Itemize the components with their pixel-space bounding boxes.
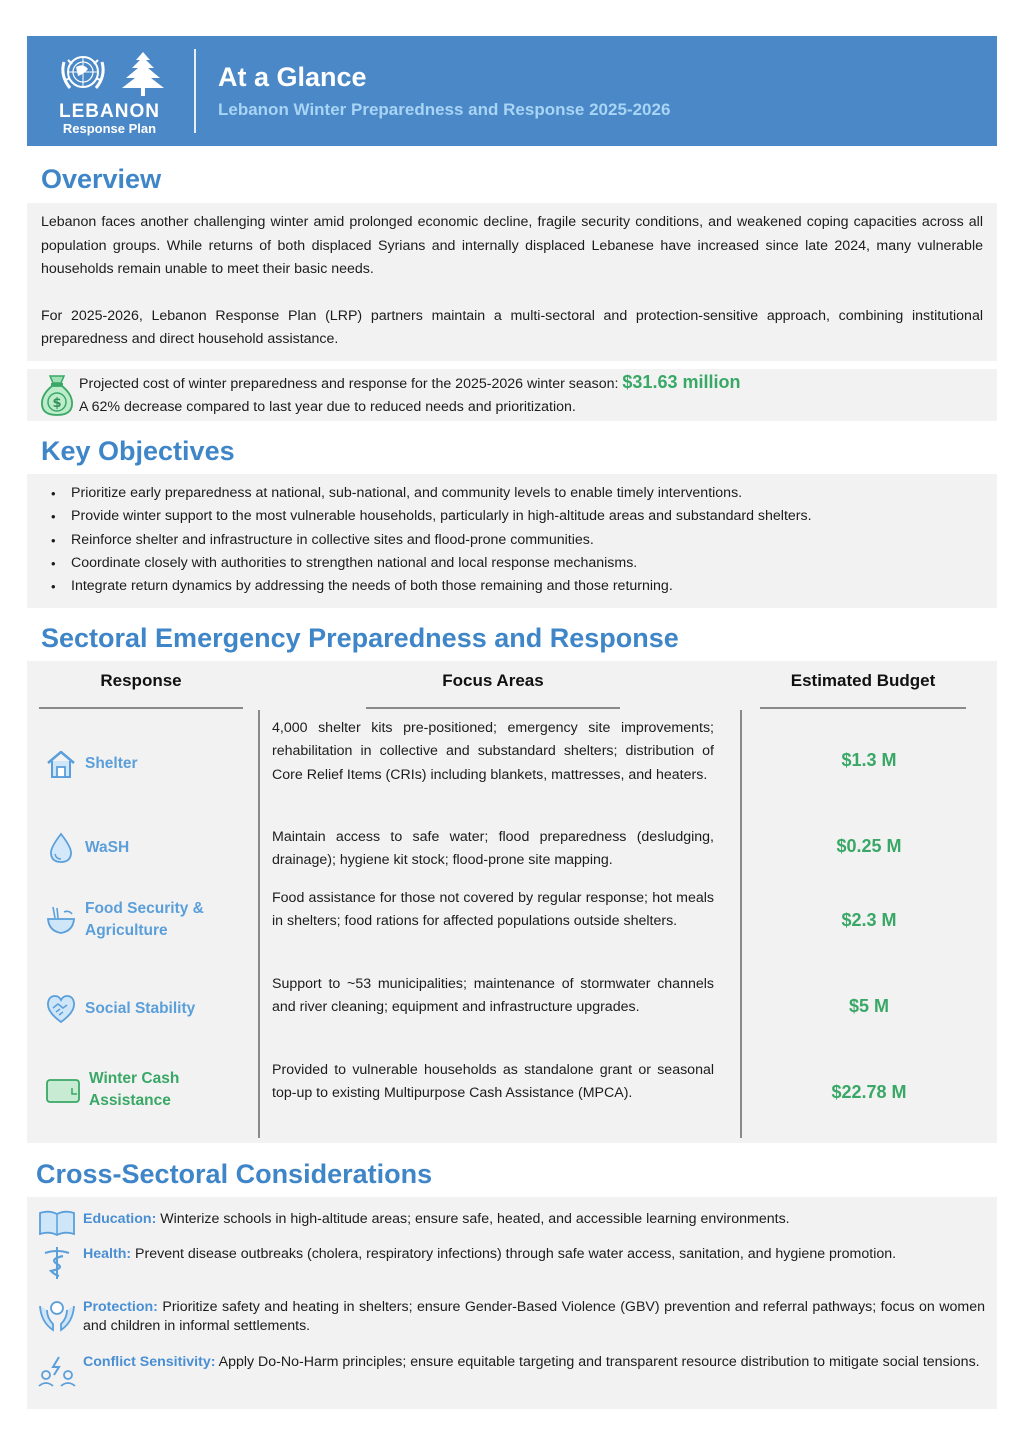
caduceus-icon xyxy=(37,1245,77,1281)
column-header-focus-areas: Focus Areas xyxy=(442,671,544,690)
focus-areas-shelter: 4,000 shelter kits pre-positioned; emergency site improvements; rehabilitation in collective and substandard shelters; distribution of Core Relief Items (CRIs) including blankets, mattresses, and heaters. xyxy=(272,720,714,783)
money-bag-icon xyxy=(39,373,75,417)
sector-label: Social Stability xyxy=(85,1000,196,1017)
header-rule xyxy=(39,707,243,709)
sector-label: Food Security & Agriculture xyxy=(85,900,204,939)
budget-shelter: $1.3 M xyxy=(841,750,897,770)
book-icon xyxy=(37,1206,77,1242)
overview-paragraph-2: For 2025-2026, Lebanon Response Plan (LRP) partners maintain a multi-sectoral and protection-sensitive approach, combining institutional preparedness and direct household assistance. xyxy=(41,307,983,347)
overview-paragraph-1: Lebanon faces another challenging winter amid prolonged economic decline, fragile security conditions, and weakened coping capacities across all population groups. While returns of both displaced Syrians and internally displaced Lebanese have increased since late 2024, many vulnerable households remain unable to meet their basic needs. xyxy=(41,214,983,277)
water-drop-icon xyxy=(45,832,77,864)
objective-item: • Integrate return dynamics by addressing the needs of both those remaining and those returning. xyxy=(51,575,997,598)
logo-text-response-plan: Response Plan xyxy=(62,121,157,136)
header-banner xyxy=(27,36,997,146)
house-icon xyxy=(45,748,77,780)
objective-item: • Reinforce shelter and infrastructure in collective sites and flood-prone communities. xyxy=(51,529,997,552)
cost-line-2: A 62% decrease compared to last year due to reduced needs and prioritization. xyxy=(79,399,576,415)
cost-panel xyxy=(27,369,997,421)
objectives-heading: Key Objectives xyxy=(41,436,235,466)
sector-social-stability xyxy=(45,993,195,1025)
cost-line-1: Projected cost of winter preparedness and response for the 2025-2026 winter season: $31.63 million xyxy=(79,372,741,392)
sector-label: Shelter xyxy=(85,755,138,772)
cross-item-health: Health: Prevent disease outbreaks (cholera, respiratory infections) through safe water access, sanitation, and hygiene promotion. xyxy=(37,1245,985,1281)
objective-item: • Prioritize early preparedness at national, sub-national, and community levels to enable timely interventions. xyxy=(51,482,997,505)
lrp-logo xyxy=(27,36,192,146)
cedar-tree-icon xyxy=(120,50,166,98)
focus-areas-wash: Maintain access to safe water; flood preparedness (desludging, drainage); hygiene kit stock; flood-prone site mapping. xyxy=(272,829,714,869)
page-title: At a Glance xyxy=(218,62,367,92)
column-header-response: Response xyxy=(100,671,182,690)
cross-item-education: Education: Winterize schools in high-altitude areas; ensure safe, heated, and accessible learning environments. xyxy=(37,1206,985,1242)
sector-winter-cash xyxy=(45,1068,245,1112)
sector-label: Winter Cash Assistance xyxy=(89,1070,180,1109)
cross-sectoral-heading: Cross-Sectoral Considerations xyxy=(36,1159,433,1189)
sector-wash xyxy=(45,832,129,864)
page-subtitle: Lebanon Winter Preparedness and Response 2025-2026 xyxy=(218,100,671,119)
header-rule xyxy=(366,707,620,709)
protecting-hands-icon xyxy=(37,1298,77,1334)
focus-areas-winter-cash: Provided to vulnerable households as standalone grant or seasonal top-up to existing Multipurpose Cash Assistance (MPCA). xyxy=(272,1062,714,1102)
sector-shelter xyxy=(45,748,138,780)
focus-areas-food-security: Food assistance for those not covered by regular response; hot meals in shelters; food rations for affected populations outside shelters. xyxy=(272,890,714,930)
budget-winter-cash: $22.78 M xyxy=(831,1082,907,1102)
column-header-budget: Estimated Budget xyxy=(790,671,936,690)
objectives-list xyxy=(27,474,997,598)
column-divider xyxy=(740,710,742,1138)
overview-panel xyxy=(27,203,997,361)
logo-text-lebanon: LEBANON xyxy=(59,101,160,122)
cross-item-protection: Protection: Prioritize safety and heating in shelters; ensure Gender-Based Violence (GBV) prevention and referral pathways; focus on women and children in informal settlements. xyxy=(37,1298,985,1335)
budget-food-security: $2.3 M xyxy=(841,910,897,930)
objective-item: • Provide winter support to the most vulnerable households, particularly in high-altitude areas and substandard shelters. xyxy=(51,505,997,528)
sector-food-security xyxy=(45,898,245,942)
svg-text:$: $ xyxy=(52,396,62,411)
un-emblem-icon xyxy=(54,50,112,98)
total-cost-amount: $31.63 million xyxy=(622,372,741,392)
column-divider xyxy=(258,710,260,1138)
focus-areas-social-stability: Support to ~53 municipalities; maintenance of stormwater channels and river cleaning; equipment and infrastructure upgrades. xyxy=(272,976,714,1016)
objectives-panel xyxy=(27,474,997,608)
objective-item: • Coordinate closely with authorities to strengthen national and local response mechanisms. xyxy=(51,552,997,575)
budget-social-stability: $5 M xyxy=(848,996,890,1016)
sectoral-heading: Sectoral Emergency Preparedness and Response xyxy=(41,623,679,653)
header-divider xyxy=(194,49,196,133)
header-rule xyxy=(760,707,966,709)
heart-handshake-icon xyxy=(45,993,77,1025)
overview-heading: Overview xyxy=(41,164,162,194)
food-bowl-icon xyxy=(45,904,77,936)
budget-wash: $0.25 M xyxy=(836,836,902,856)
cross-item-conflict-sensitivity: Conflict Sensitivity: Apply Do-No-Harm principles; ensure equitable targeting and transparent resource distribution to mitigate social tensions. xyxy=(37,1353,985,1389)
wallet-icon xyxy=(45,1074,81,1106)
sector-label: WaSH xyxy=(85,839,130,856)
conflict-people-icon xyxy=(37,1353,77,1389)
